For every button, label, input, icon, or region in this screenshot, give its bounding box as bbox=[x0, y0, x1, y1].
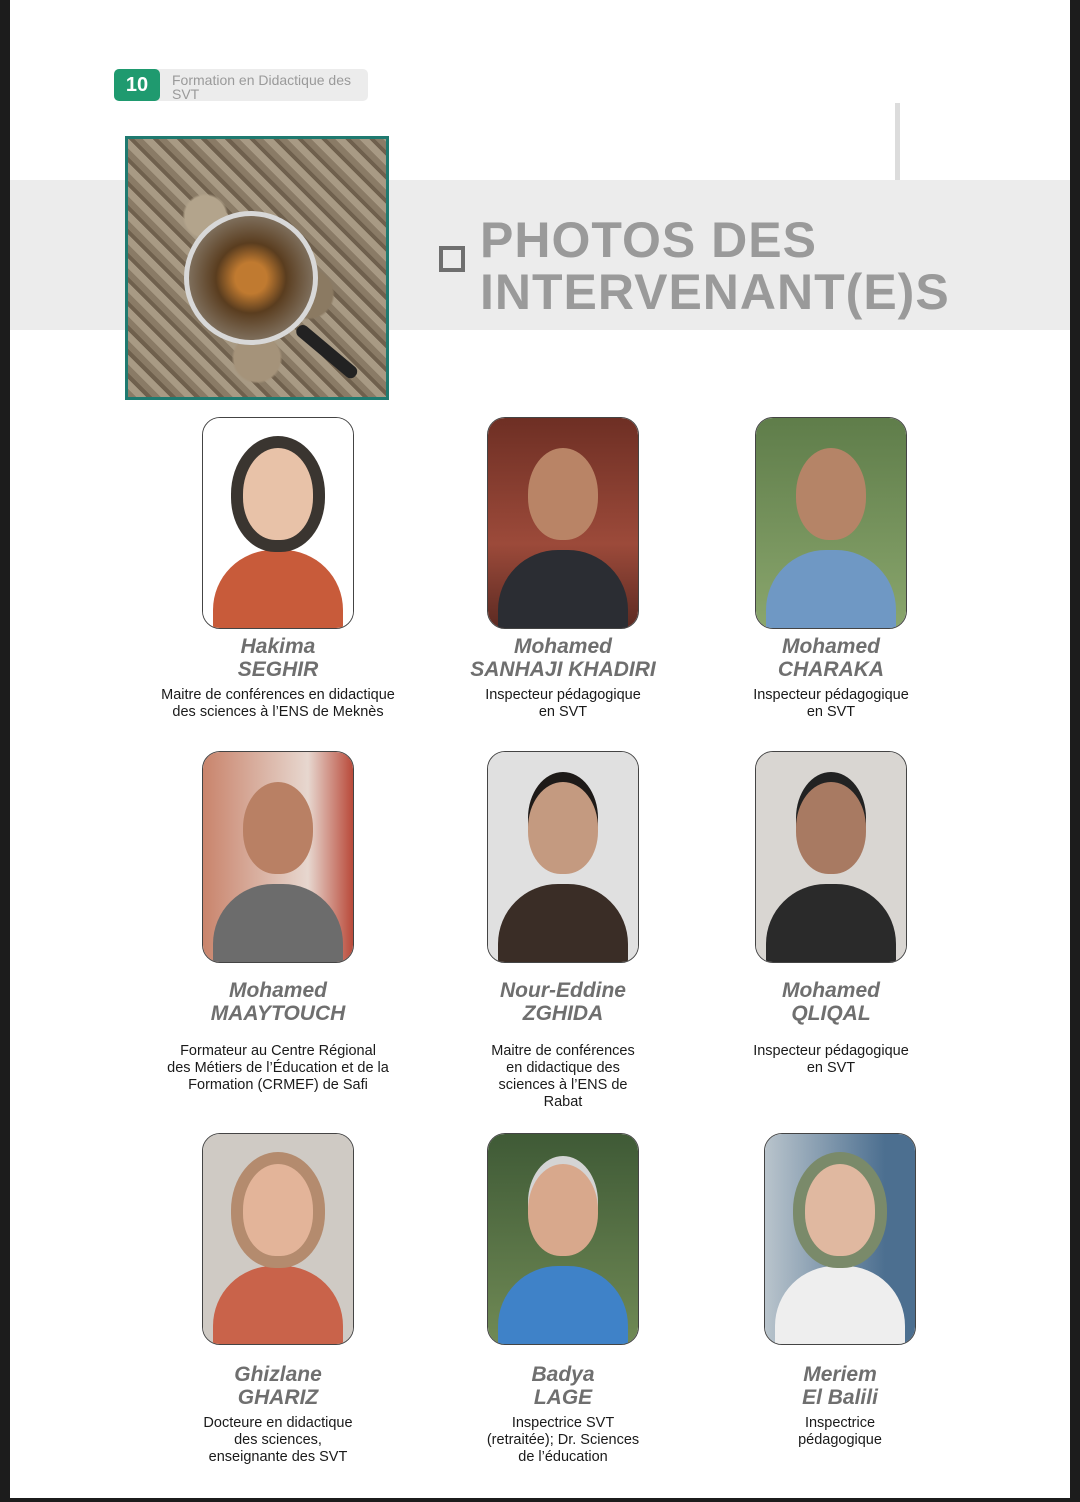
speaker-first-name: Ghizlane bbox=[234, 1363, 322, 1386]
speaker-last-name: ZGHIDA bbox=[522, 1002, 604, 1025]
speaker-photo bbox=[202, 417, 354, 629]
speaker-last-name: CHARAKA bbox=[777, 658, 885, 681]
speaker-role: Formateur au Centre Régional des Métiers de l’Éducation et de la Formation (CRMEF) de Safi bbox=[167, 1043, 389, 1093]
section-title-line2: INTERVENANT(E)S bbox=[480, 264, 950, 320]
speaker-role: Inspectrice SVT (retraitée); Dr. Sciences de l’éducation bbox=[486, 1415, 640, 1465]
speaker-first-name: Mohamed bbox=[513, 635, 612, 658]
section-title-line1: PHOTOS DES bbox=[480, 212, 817, 268]
speaker-photo bbox=[202, 751, 354, 963]
speaker-last-name: LAGE bbox=[533, 1386, 593, 1409]
speaker-role: Inspecteur pédagogique en SVT bbox=[753, 687, 909, 720]
speaker-card bbox=[691, 417, 971, 721]
speaker-photo bbox=[487, 1133, 639, 1345]
speaker-photo bbox=[755, 751, 907, 963]
speaker-first-name: Badya bbox=[531, 1363, 595, 1386]
speaker-first-name: Mohamed bbox=[781, 979, 880, 1002]
speaker-last-name: MAAYTOUCH bbox=[210, 1002, 346, 1025]
magnifier-lens bbox=[184, 211, 318, 345]
document-page bbox=[10, 0, 1070, 1498]
speaker-photo bbox=[202, 1133, 354, 1345]
document-title: Formation en Didactique des SVT bbox=[172, 72, 351, 102]
speaker-role: Maitre de conférences en didactique des sciences à l’ENS de Rabat bbox=[491, 1043, 635, 1110]
speaker-first-name: Meriem bbox=[803, 1363, 877, 1386]
speaker-photo bbox=[487, 751, 639, 963]
speaker-first-name: Mohamed bbox=[228, 979, 327, 1002]
speaker-card bbox=[138, 1133, 418, 1466]
page-number: 10 bbox=[114, 69, 160, 101]
speaker-last-name: SEGHIR bbox=[237, 658, 319, 681]
speaker-role: Inspectrice pédagogique bbox=[798, 1415, 882, 1448]
speaker-card bbox=[423, 417, 703, 721]
speaker-role: Docteure en didactique des sciences, enseignante des SVT bbox=[203, 1415, 353, 1465]
speaker-card bbox=[138, 417, 418, 721]
speaker-card bbox=[138, 751, 418, 1094]
speaker-card bbox=[423, 1133, 703, 1466]
speaker-card bbox=[691, 751, 971, 1077]
section-title bbox=[480, 214, 1040, 318]
speaker-last-name: QLIQAL bbox=[791, 1002, 871, 1025]
hero-image-magnifier bbox=[125, 136, 389, 400]
speaker-card bbox=[700, 1133, 980, 1449]
speaker-last-name: SANHAJI KHADIRI bbox=[470, 658, 656, 681]
page-header bbox=[114, 69, 368, 101]
speaker-card bbox=[423, 751, 703, 1111]
speaker-last-name: GHARIZ bbox=[237, 1386, 319, 1409]
square-bullet-icon bbox=[439, 246, 465, 272]
magnifier-handle bbox=[294, 323, 360, 381]
speaker-photo bbox=[487, 417, 639, 629]
speaker-photo bbox=[755, 417, 907, 629]
speaker-role: Inspecteur pédagogique en SVT bbox=[753, 1043, 909, 1076]
speaker-role: Inspecteur pédagogique en SVT bbox=[485, 687, 641, 720]
speaker-first-name: Hakima bbox=[240, 635, 316, 658]
speaker-first-name: Nour-Eddine bbox=[500, 979, 626, 1002]
speaker-photo bbox=[764, 1133, 916, 1345]
speaker-first-name: Mohamed bbox=[781, 635, 880, 658]
speaker-role: Maitre de conférences en didactique des sciences à l’ENS de Meknès bbox=[161, 687, 395, 720]
speaker-last-name: El Balili bbox=[802, 1386, 878, 1409]
